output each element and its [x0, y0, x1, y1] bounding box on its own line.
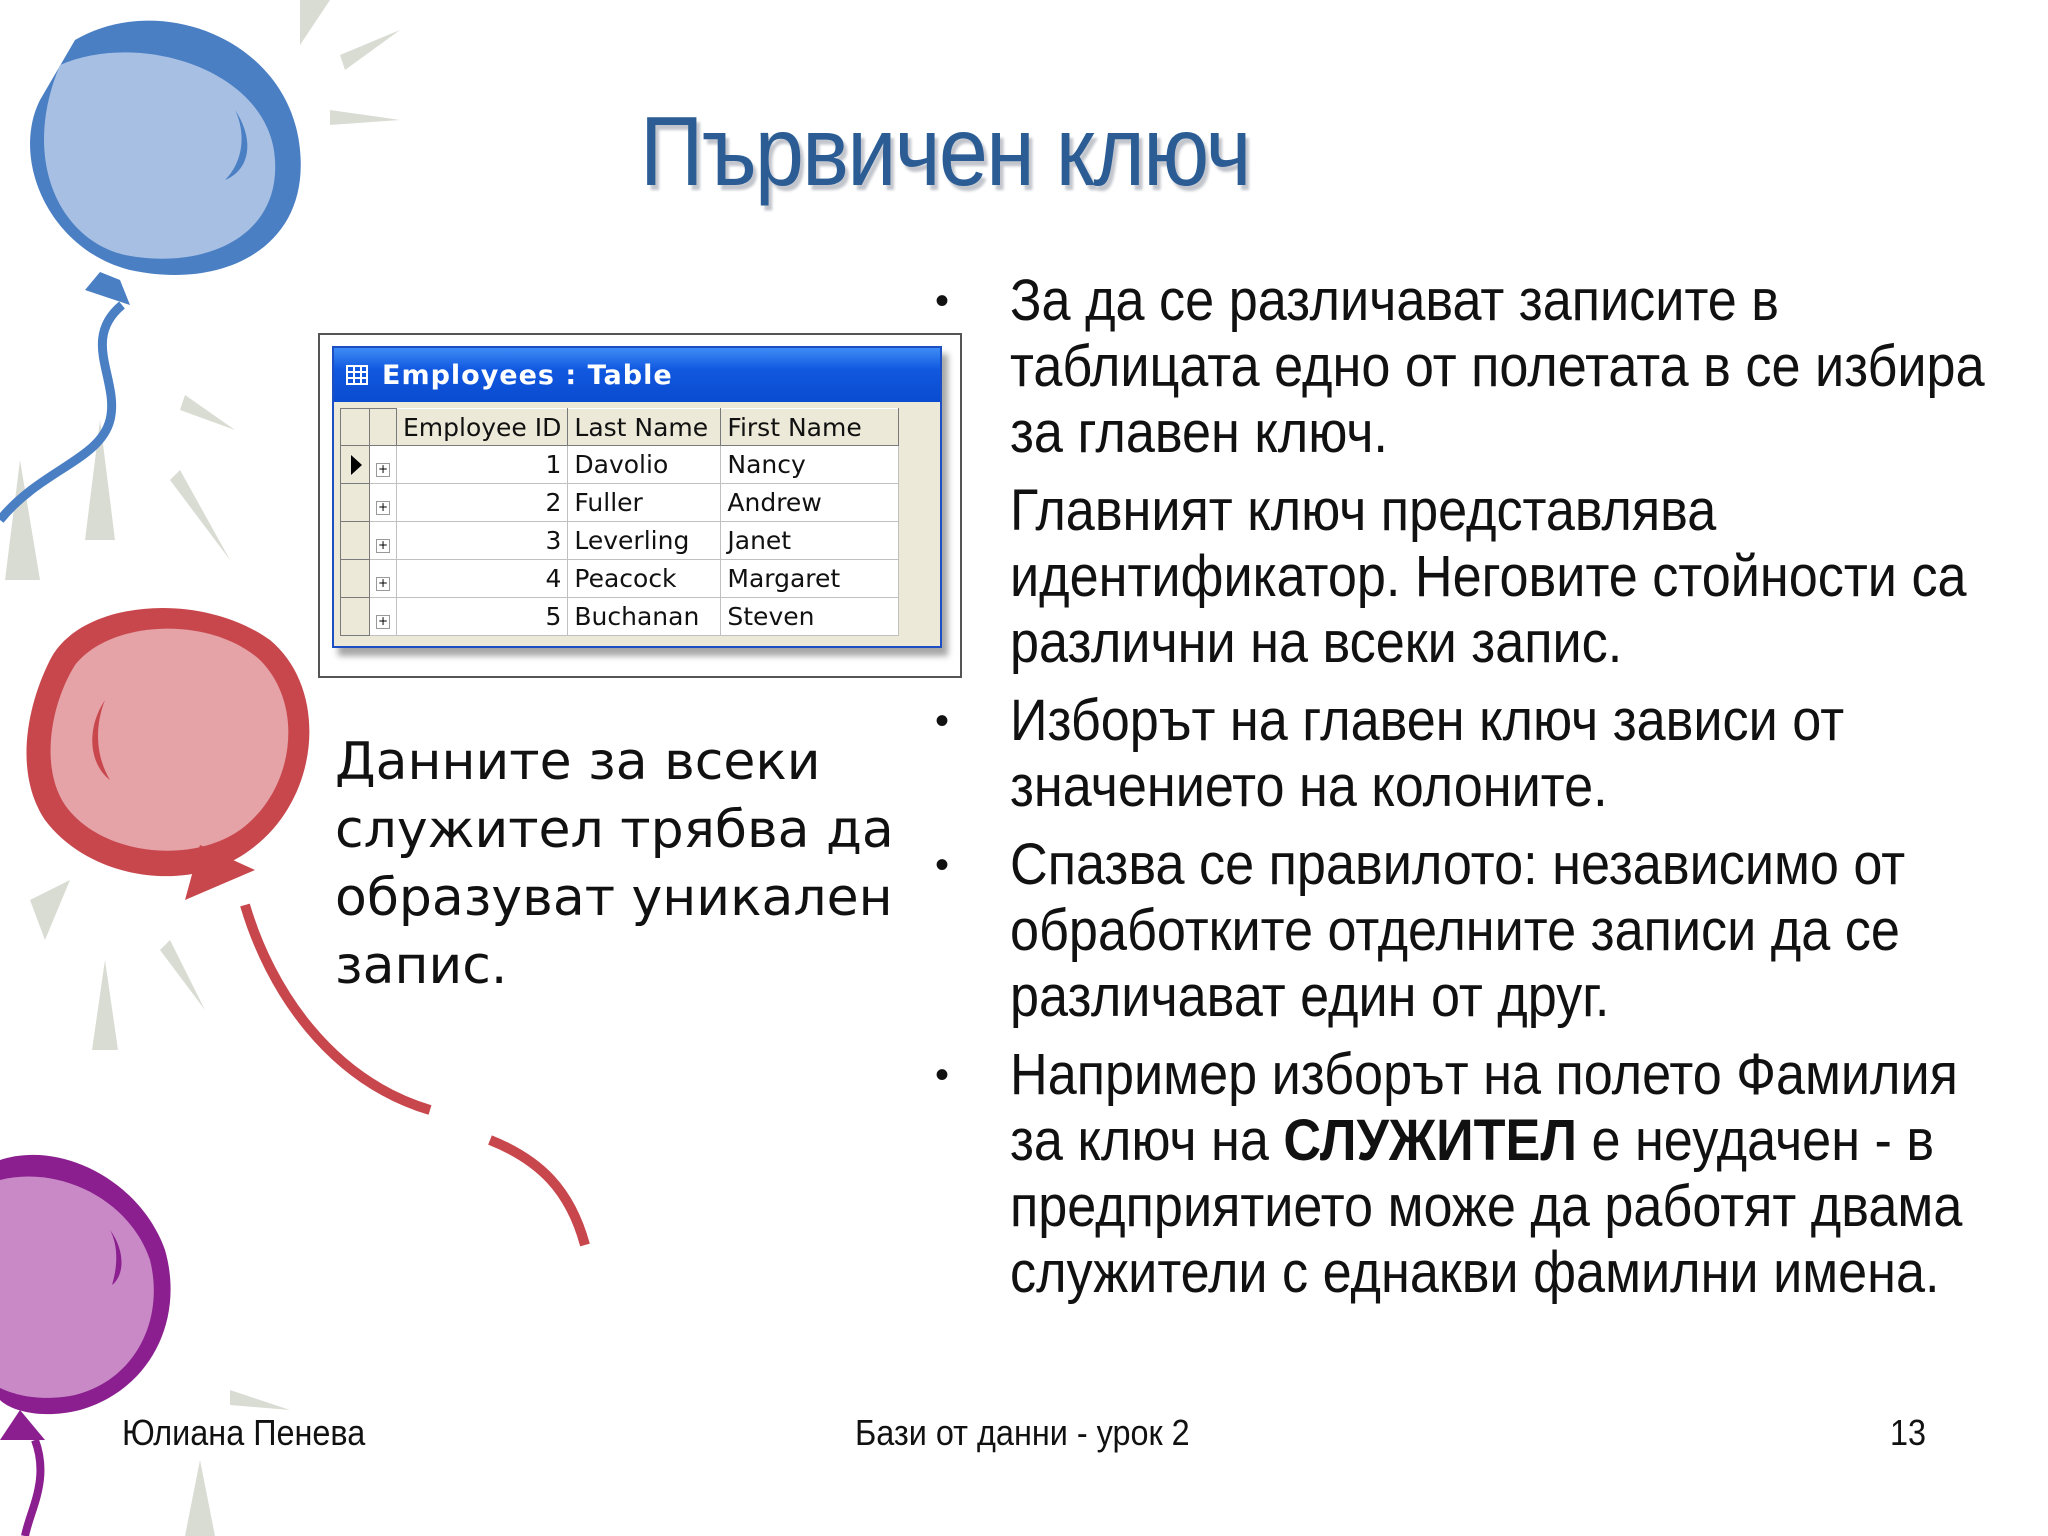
employees-datasheet [340, 408, 899, 636]
last-name-cell: Davolio [568, 446, 721, 484]
expand-cell [370, 598, 397, 636]
expand-header [370, 409, 397, 446]
row-selector [341, 522, 370, 560]
employee-id-cell: 5 [397, 598, 568, 636]
table-row [341, 522, 899, 560]
table-window-titlebar [334, 348, 940, 402]
column-header-first-name: First Name [721, 409, 899, 446]
first-name-cell: Margaret [721, 560, 899, 598]
table-row [341, 598, 899, 636]
bullet-item [925, 688, 2005, 820]
column-header-last-name: Last Name [568, 409, 721, 446]
bullet-strong-term: СЛУЖИТЕЛ [1283, 1108, 1577, 1173]
bullet-text: За да се различават записите в таблицата едно от полетата в се избира за главен ключ. [1010, 268, 1985, 465]
current-record-arrow-icon [351, 455, 362, 475]
employee-id-cell: 3 [397, 522, 568, 560]
last-name-cell: Fuller [568, 484, 721, 522]
bullet-text-part: Например изборът на полето Фамилия за ключ на [1010, 1042, 1958, 1173]
row-selector [341, 598, 370, 636]
table-window-title: Employees : Table [382, 359, 673, 391]
employee-id-cell: 2 [397, 484, 568, 522]
bullet-item [925, 1042, 2005, 1306]
bullet-dot-icon: • [935, 699, 950, 743]
row-selector [341, 560, 370, 598]
expand-plus-icon: + [377, 538, 389, 552]
header-row [341, 409, 899, 446]
last-name-cell: Peacock [568, 560, 721, 598]
expand-cell [370, 446, 397, 484]
table-caption: Данните за всеки служител трябва да образуват уникален запис. [335, 732, 894, 996]
column-header-employee-id: Employee ID [397, 409, 568, 446]
footer-course: Бази от данни - урок 2 [855, 1412, 1190, 1453]
bullet-continuation [925, 478, 2005, 676]
bullet-dot-icon: • [935, 279, 950, 323]
expand-cell [370, 560, 397, 598]
blue-balloon [0, 21, 301, 520]
expand-plus-icon: + [377, 500, 389, 514]
bullet-text: Изборът на главен ключ зависи от значението на колоните. [1010, 688, 1845, 819]
expand-cell [370, 522, 397, 560]
table-row [341, 560, 899, 598]
expand-plus-icon: + [377, 614, 389, 628]
bullet-item [925, 268, 2005, 466]
last-name-cell: Buchanan [568, 598, 721, 636]
expand-cell [370, 484, 397, 522]
row-selector-header [341, 409, 370, 446]
expand-plus-icon: + [377, 576, 389, 590]
table-icon [346, 365, 368, 385]
first-name-cell: Andrew [721, 484, 899, 522]
bullet-item [925, 832, 2005, 1030]
employee-id-cell: 4 [397, 560, 568, 598]
bullet-text-part: е неудачен - в предприятието може да работят двама служители с еднакви фамилни имена. [1010, 1108, 1963, 1305]
bullet-text: Спазва се правилото: независимо от обработките отделните записи да се различават един от друг. [1010, 832, 1906, 1029]
table-row [341, 484, 899, 522]
footer-author: Юлиана Пенева [122, 1412, 366, 1453]
last-name-cell: Leverling [568, 522, 721, 560]
row-selector [341, 484, 370, 522]
first-name-cell: Nancy [721, 446, 899, 484]
employees-table-window [332, 346, 942, 648]
bullet-list [925, 268, 2005, 1306]
bullet-text [1010, 1042, 2009, 1306]
row-selector [341, 446, 370, 484]
bullet-dot-icon: • [935, 1053, 950, 1097]
first-name-cell: Steven [721, 598, 899, 636]
purple-balloon [0, 1155, 171, 1536]
employee-id-cell: 1 [397, 446, 568, 484]
bullet-dot-icon: • [935, 843, 950, 887]
expand-plus-icon: + [377, 462, 389, 476]
table-row [341, 446, 899, 484]
bullet-text: Главният ключ представлява идентификатор. Неговите стойности са различни на всеки запис. [1010, 478, 1967, 675]
slide-title: Първичен ключ [640, 96, 1250, 206]
footer-page-number: 13 [1890, 1412, 1927, 1453]
first-name-cell: Janet [721, 522, 899, 560]
